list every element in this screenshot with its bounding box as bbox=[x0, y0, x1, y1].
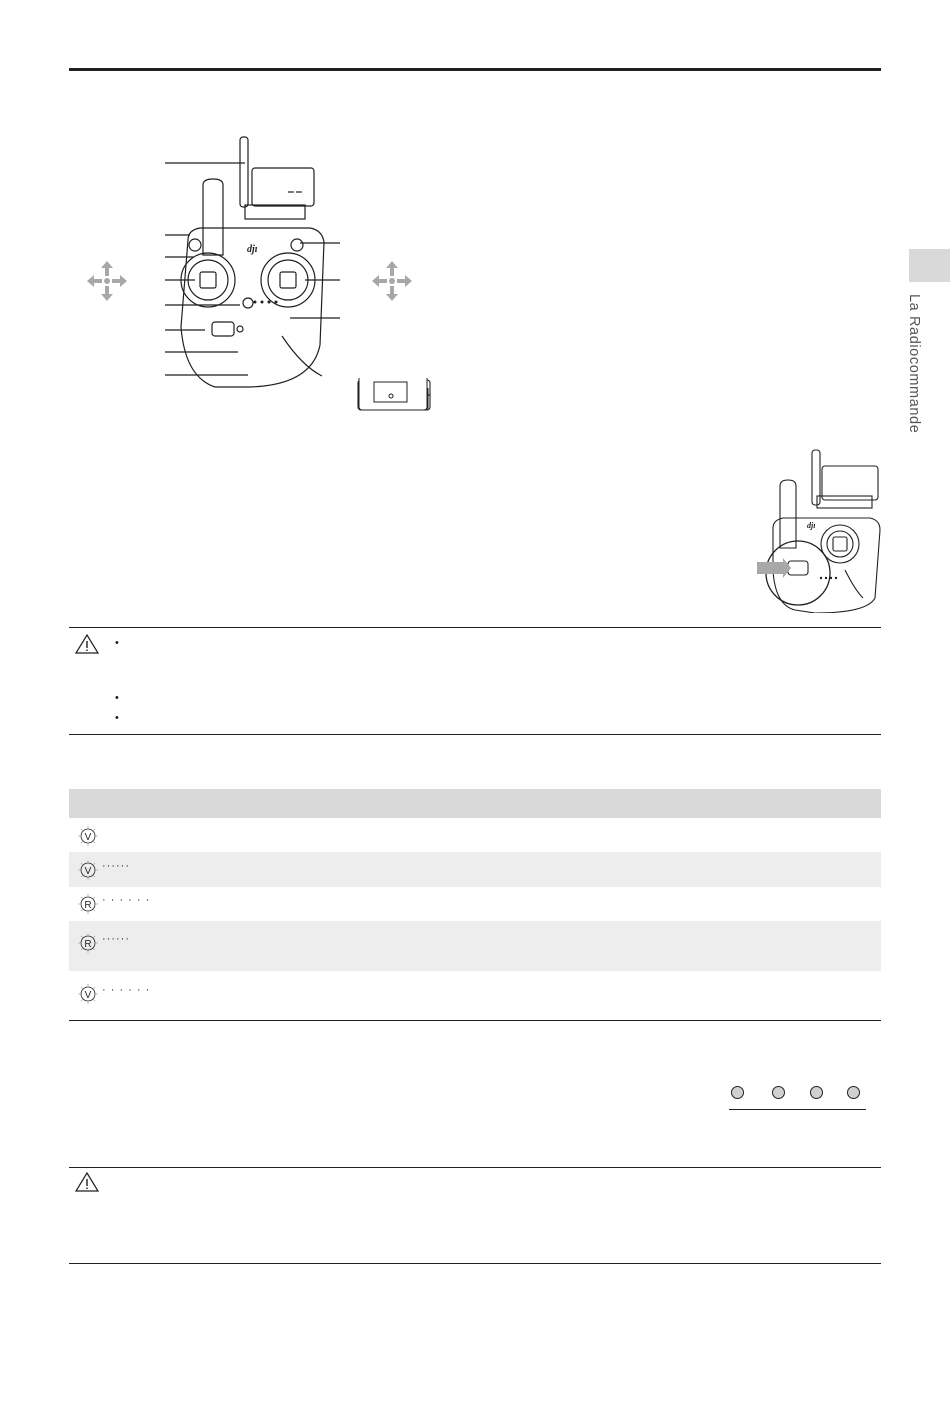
battery-led bbox=[731, 1086, 744, 1099]
blink-pattern: ······ bbox=[102, 933, 130, 945]
warning-bullet: • bbox=[115, 712, 119, 724]
svg-text:V: V bbox=[84, 990, 92, 1001]
remote-back-panel bbox=[355, 378, 435, 413]
warning-bottom-rule bbox=[69, 734, 881, 735]
blink-pattern: ······ bbox=[102, 860, 130, 872]
led-status-table bbox=[69, 789, 881, 1020]
table-bottom-rule bbox=[69, 1020, 881, 1021]
page-top-rule bbox=[69, 68, 881, 71]
blink-pattern: · · · · · · bbox=[102, 984, 151, 996]
warning-top-rule bbox=[69, 627, 881, 628]
warning-bullet: • bbox=[115, 692, 119, 704]
power-switch-diagram bbox=[745, 448, 885, 613]
table-row bbox=[69, 887, 881, 921]
directional-arrows-icon bbox=[87, 261, 127, 301]
led-blink-icon bbox=[78, 826, 98, 846]
table-row bbox=[69, 921, 881, 971]
table-row bbox=[69, 971, 881, 1020]
led-blink-icon bbox=[78, 894, 98, 914]
battery-level-line bbox=[729, 1109, 866, 1110]
svg-text:V: V bbox=[84, 866, 92, 877]
table-header bbox=[69, 789, 881, 818]
directional-arrows-icon bbox=[372, 261, 412, 301]
table-row bbox=[69, 818, 881, 852]
svg-text:djı: djı bbox=[807, 521, 816, 530]
battery-led bbox=[810, 1086, 823, 1099]
warning-bullet: • bbox=[115, 637, 119, 649]
svg-text:R: R bbox=[84, 900, 92, 911]
svg-text:V: V bbox=[84, 832, 92, 843]
warning-icon bbox=[75, 1172, 99, 1192]
led-blink-icon bbox=[78, 984, 98, 1004]
svg-text:djı: djı bbox=[247, 244, 258, 255]
blink-pattern: · · · · · · bbox=[102, 894, 151, 906]
section-tab-marker bbox=[909, 249, 950, 282]
warning-bottom-rule bbox=[69, 1263, 881, 1264]
battery-level-icon bbox=[731, 1086, 871, 1106]
warning-icon bbox=[75, 634, 99, 654]
table-row bbox=[69, 852, 881, 887]
svg-text:R: R bbox=[84, 939, 92, 950]
led-blink-icon bbox=[78, 933, 98, 953]
warning-top-rule bbox=[69, 1167, 881, 1168]
section-tab-label bbox=[902, 294, 928, 474]
battery-led bbox=[772, 1086, 785, 1099]
battery-led bbox=[847, 1086, 860, 1099]
led-blink-icon bbox=[78, 860, 98, 880]
section-tab-text: La Radiocommande bbox=[906, 294, 922, 434]
